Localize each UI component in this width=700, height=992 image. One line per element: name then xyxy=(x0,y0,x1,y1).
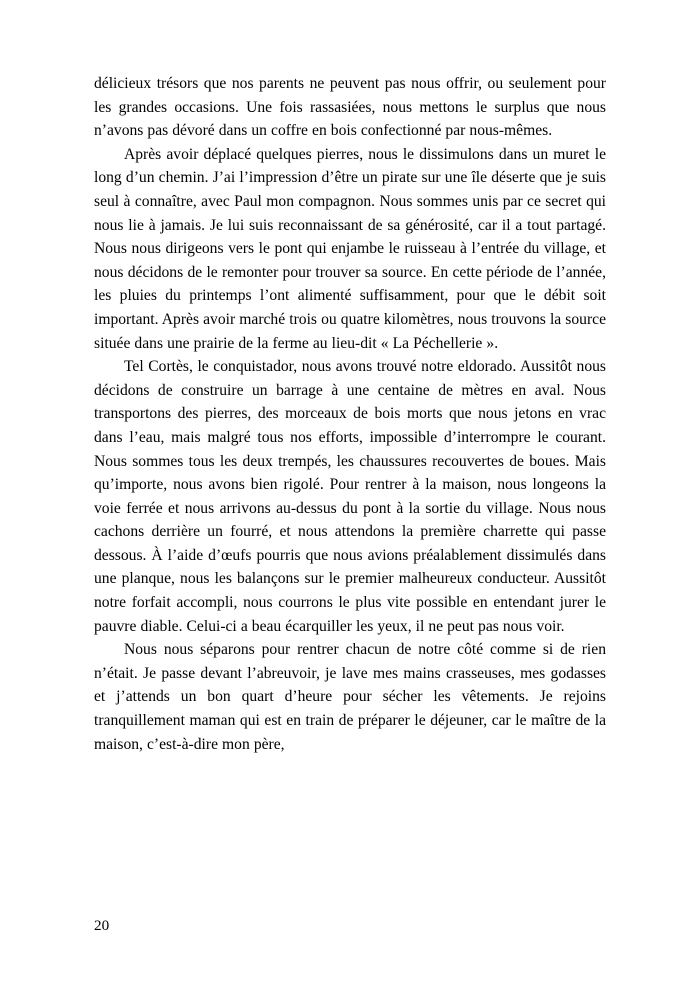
body-text-block xyxy=(94,72,606,756)
paragraph-2: Après avoir déplacé quelques pierres, nous le dissimulons dans un muret le long d’un chemin. J’ai l’impression d’être un pirate sur une île déserte que je suis seul à connaître, avec Paul mon compagnon. Nous sommes unis par ce secret qui nous lie à jamais. Je lui suis reconnaissant de sa générosité, car il a tout partagé. Nous nous dirigeons vers le pont qui enjambe le ruisseau à l’entrée du village, et nous décidons de le remonter pour trouver sa source. En cette période de l’année, les pluies du printemps l’ont alimenté suffisamment, pour que le débit soit important. Après avoir marché trois ou quatre kilomètres, nous trouvons la source située dans une prairie de la ferme au lieu-dit « La Péchellerie ». xyxy=(94,145,606,352)
page-number: 20 xyxy=(94,917,110,934)
paragraph-3: Tel Cortès, le conquistador, nous avons trouvé notre eldorado. Aussitôt nous décidons de construire un barrage à une centaine de mètres en aval. Nous transportons des pierres, des morceaux de bois morts que nous jetons en vrac dans l’eau, mais malgré tous nos efforts, impossible d’interrompre le courant. Nous sommes tous les deux trempés, les chaussures recouvertes de boues. Mais qu’importe, nous avons bien rigolé. Pour rentrer à la maison, nous longeons la voie ferrée et nous arrivons au-dessus du pont à la sortie du village. Nous nous cachons derrière un fourré, et nous attendons la première charrette qui passe dessous. À l’aide d’œufs pourris que nous avions préalablement dissimulés dans une planque, nous les balançons sur le premier malheureux conducteur. Aussitôt notre forfait accompli, nous courrons le plus vite possible en entendant jurer le pauvre diable. Celui-ci a beau écarquiller les yeux, il ne peut pas nous voir. xyxy=(94,358,606,635)
paragraph-1: délicieux trésors que nos parents ne peuvent pas nous offrir, ou seulement pour les grandes occasions. Une fois rassasiées, nous mettons le surplus que nous n’avons pas dévoré dans un coffre en bois confectionné par nous-mêmes. xyxy=(94,75,606,140)
paragraph-4: Nous nous séparons pour rentrer chacun de notre côté comme si de rien n’était. Je passe devant l’abreuvoir, je lave mes mains crasseuses, mes godasses et j’attends un bon quart d’heure pour sécher les vêtements. Je rejoins tranquillement maman qui est en train de préparer le déjeuner, car le maître de la maison, c’est-à-dire mon père, xyxy=(94,641,606,753)
